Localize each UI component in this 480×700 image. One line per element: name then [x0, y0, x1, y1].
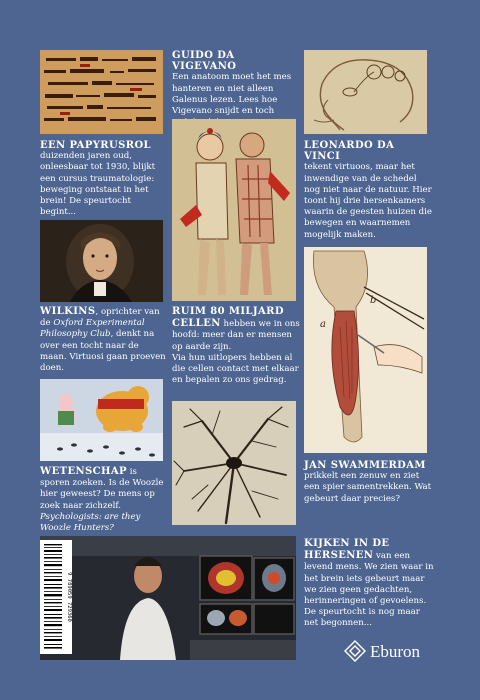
neuron-image — [172, 401, 296, 525]
barcode-number: 9 789059 729360 — [66, 572, 72, 622]
eburon-name: Eburon — [370, 642, 421, 661]
leonardo-skull-image — [304, 50, 427, 134]
wilkins-text-b: , denkt na over een tocht naar de maan. Virtuosi gaan proeven doen. — [40, 329, 166, 374]
kijken-title: KIJKEN IN DE HERSENEN — [304, 538, 390, 562]
swammerdam-body: prikkelt een zenuw en ziet een spier samentrekken. Wat gebeurt daar precies? — [304, 471, 432, 504]
eburon-logo — [344, 640, 434, 664]
papyrus-caption — [40, 140, 168, 218]
leonardo-title: LEONARDO DA VINCI — [304, 140, 395, 163]
cellen-text-a: hebben we in ons hoofd: meer dan er mensen op aarde zijn. — [172, 319, 300, 352]
guido-title: GUIDO DA VIGEVANO — [172, 50, 237, 73]
cellen-caption — [172, 306, 300, 386]
guido-body: Een anatoom moet het mes hanteren en niet alleen Galenus lezen. Lees hoe Vigevano snijdt en toch — [172, 72, 292, 117]
papyrus-image — [40, 50, 163, 134]
wetenschap-caption — [40, 466, 168, 534]
wilkins-title: WILKINS — [40, 306, 96, 317]
eburon-diamond-icon — [344, 640, 366, 662]
wilkins-text-a: , oprichter van de — [40, 307, 160, 329]
leonardo-caption — [304, 140, 432, 241]
guido-caption — [172, 50, 298, 128]
wilkins-italic: Oxford Experimental Philosophy Club — [40, 318, 145, 340]
wilkins-caption — [40, 306, 168, 374]
papyrus-body: duizenden jaren oud, onleesbaar tot 1930, blijkt een cursus traumatologie: beweging ontstaat in het brein! De speurtocht begint... — [40, 151, 156, 218]
wetenschap-text-a: is sporen zoeken. Is de Woozle hier geweest? De mens op zoek naar zichzelf. — [40, 467, 164, 511]
kijken-body: van een levend mens. We zien waar in het brein iets gebeurt maar we zien geen gedachten, herinneringen of gevoelens. De speurtocht is nog maar net begonnen... — [304, 551, 434, 629]
kijken-caption — [304, 538, 434, 630]
brain-scan-lab-image — [40, 536, 296, 660]
barcode-image — [40, 540, 72, 654]
swammerdam-label-b: b — [370, 295, 377, 306]
wetenschap-italic: Psychologists: are they Woozle Hunters? — [40, 511, 141, 534]
wetenschap-title: WETENSCHAP — [40, 466, 127, 477]
swammerdam-label-a: a — [320, 319, 326, 330]
cellen-title: RUIM 80 MILJARD CELLEN — [172, 306, 284, 330]
leonardo-body: tekent virtuoos, maar het inwendige van de schedel nog niet naar de natuur. Hier toont hij drie hersenkamers waarin de geesten huizen die bewegen en waarnemen mogelijk maken. — [304, 162, 432, 240]
guido-anatomy-image — [172, 119, 296, 301]
swammerdam-title: JAN SWAMMERDAM — [304, 460, 426, 471]
papyrus-title: EEN PAPYRUSROL — [40, 140, 151, 151]
swammerdam-experiment-image — [304, 247, 427, 453]
swammerdam-caption — [304, 460, 432, 505]
cellen-text-b: Via hun uitlopers hebben al die cellen contact met elkaar en bepalen zo ons gedrag. — [172, 352, 299, 386]
woozle-illustration-image — [40, 379, 163, 461]
wilkins-portrait-image — [40, 220, 163, 302]
